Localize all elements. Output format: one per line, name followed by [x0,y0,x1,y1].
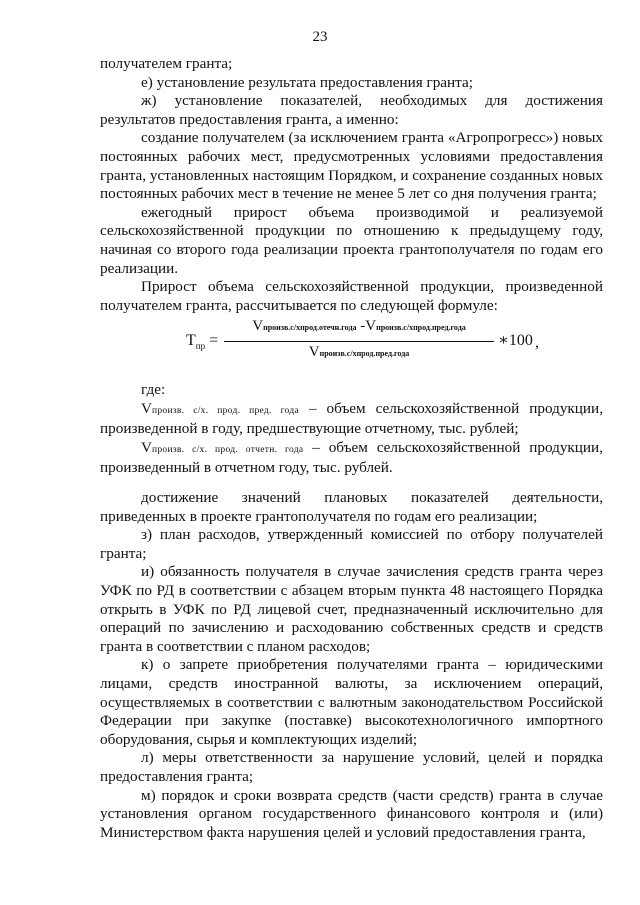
definition-1-sub: произв. с/х. прод. отчетн. года [151,444,304,455]
formula-lhs-symbol: T [186,332,196,349]
paragraph-3: создание получателем (за исключением гранта «Агропрогресс») новых постоянных рабочих мест, предусмотренных условиями предоставления гранта, установленных настоящим Порядком, и сохранение созданных новых постоянных рабочих мест в течение не менее 5 лет со дня получения гранта; [100,129,603,203]
definitions-block [100,381,603,478]
paragraph-2: ж) установление показателей, необходимых для достижения результатов предоставления гранта, а именно: [100,92,603,128]
definition-1-text: – объем сельскохозяйственной продукции, произведенный в отчетном году, тыс. рублей. [100,438,603,477]
where-label: где: [141,381,166,398]
text-block-top [100,55,603,315]
paragraph-4: ежегодный прирост объема производимой и реализуемой сельскохозяйственной продукции по отношению к предыдущему году, начиная со второго года реализации проекта грантополучателя по годам его реализации. [100,203,603,277]
paragraph-b5: м) порядок и сроки возврата средств (части средств) гранта в случае установления органом государственного финансового контроля и (или) Министерством факта нарушения целей и условий предоставления гранта, [100,786,603,841]
formula-denominator [224,344,494,361]
formula-equals: = [209,332,219,349]
paragraph-5: Прирост объема сельскохозяйственной продукции, произведенной получателем гранта, рассчитывается по следующей формуле: [100,278,603,314]
formula-num-v1: V [252,318,264,334]
paragraph-1: е) установление результата предоставления гранта; [141,73,473,91]
paragraph-b4: л) меры ответственности за нарушение условий, целей и порядка предоставления гранта; [100,749,603,785]
formula-den-sub: произв.с/хпрод.пред.года [319,349,410,358]
paragraph-b2: и) обязанность получателя в случае зачисления средств гранта через УФК по РД в соответствии с абзацем вторым пункта 48 настоящего Порядка открыть в УФК по РД лицевой счет, предназначенный исключительно для операций по зачислению и расходованию собственных средств и средств гранта в соответствии с планом расходов; [100,563,603,655]
page-number: 23 [312,29,328,45]
formula-lhs [186,332,218,351]
formula-multiplier: ∗100 [498,332,533,349]
formula-lhs-sub: пр [195,341,206,352]
definition-0-text: – объем сельскохозяйственной продукции, произведенной в году, предшествующие отчетному, тыс. рублей; [100,399,603,438]
definition-1 [100,439,603,478]
formula-comma: , [535,334,539,351]
formula-num-v2: V [365,318,377,334]
formula-den-v: V [308,344,320,360]
paragraph-0: получателем гранта; [100,55,233,72]
fraction-bar [224,341,494,342]
definition-1-symbol: V [141,438,152,456]
definition-0-symbol: V [141,399,152,417]
paragraph-b0: достижение значений плановых показателей деятельности, приведенных в проекте грантополучателя по годам его реализации; [100,489,603,525]
paragraph-b1: з) план расходов, утвержденный комиссией по отбору получателей гранта; [100,526,603,562]
definition-0-sub: произв. с/х. прод. пред. года [151,405,299,416]
paragraph-b3: к) о запрете приобретения получателями гранта – юридическими лицами, средств иностранной валюты, за исключением операций, осуществляемых в соответствии с валютным законодательством Российской Федерации при закупке (поставке) высокотехнологичного импортного оборудования, сырья и комплектующих изделий; [100,656,603,748]
formula-num-sub2: произв.с/хпрод.пред.года [376,323,466,332]
formula-num-sub1: произв.с/хпрод.отечн.года [263,323,357,332]
formula-minus: - [360,318,366,334]
text-block-bottom [100,489,603,842]
formula-numerator [224,318,494,335]
growth-formula [186,318,546,374]
definition-0 [100,400,603,439]
